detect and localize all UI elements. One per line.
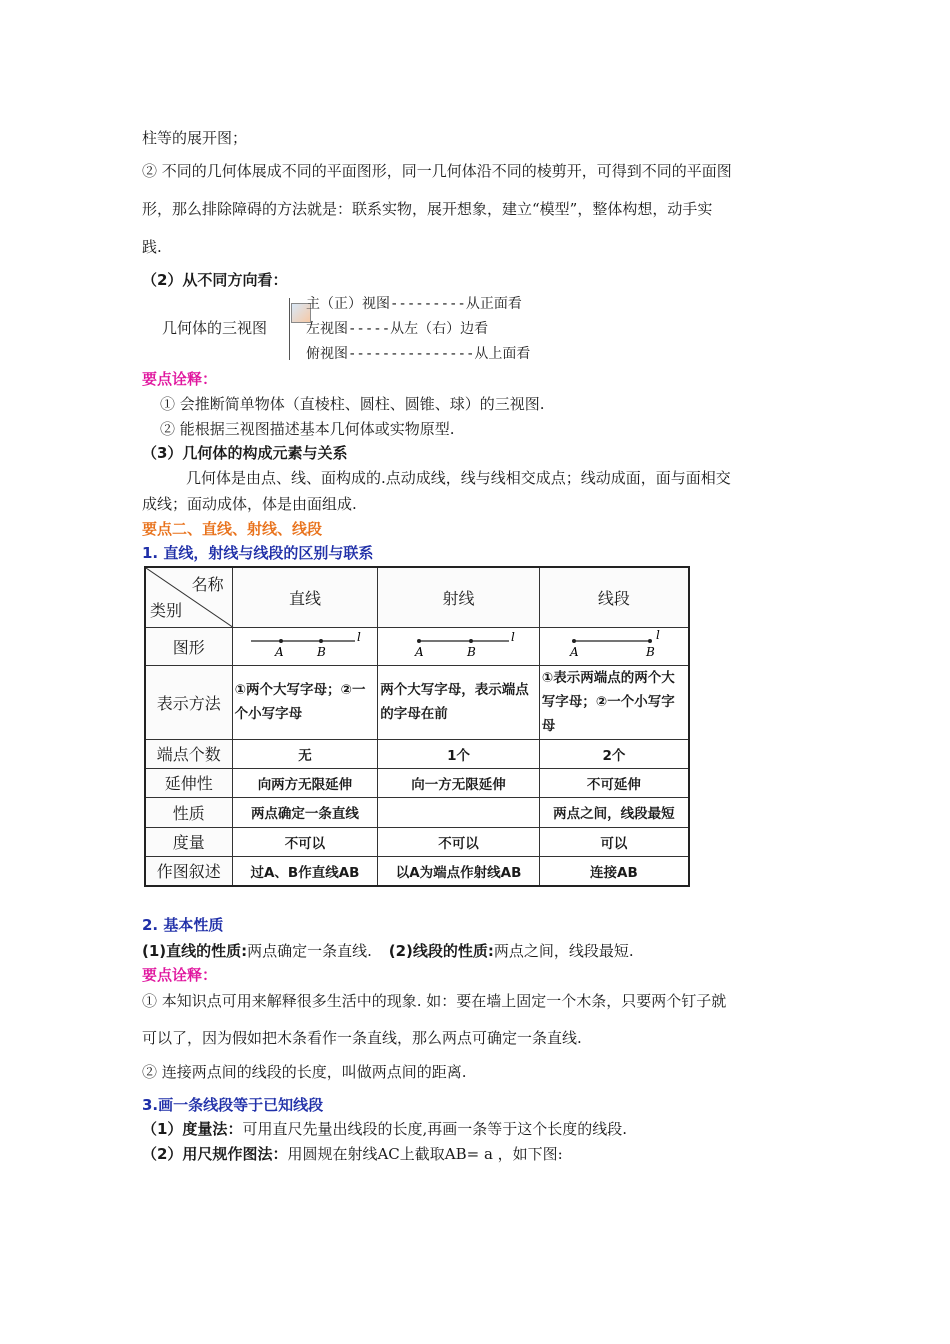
label-b: B [316, 645, 326, 659]
label-l: l [510, 630, 515, 644]
point-a [417, 639, 421, 643]
table-cell: 过A、B作直线AB [232, 856, 378, 886]
point-b [469, 639, 473, 643]
row-label: 作图叙述 [145, 856, 232, 886]
text-line: 形，那么排除障碍的方法就是：联系实物，展开想象，建立“模型”，整体构想，动手实 [142, 200, 713, 218]
left-view-text: 左视图-----从左（右）边看 [306, 321, 489, 337]
table-cell: 不可延伸 [539, 768, 689, 797]
segment-figure [539, 627, 689, 665]
table-cell: ①两个大写字母；②一个小写字母 [232, 665, 378, 739]
note-title: 要点诠释： [142, 966, 218, 984]
top-view-text: 俯视图---------------从上面看 [306, 346, 531, 362]
property-a-label: (1)直线的性质: [142, 942, 248, 960]
point-a [279, 639, 283, 643]
table-cell: 两点确定一条直线 [232, 797, 378, 827]
row-label: 性质 [145, 797, 232, 827]
point-heading: 要点二、直线、射线、线段 [142, 520, 323, 538]
ray-figure [378, 627, 540, 665]
label-a: A [569, 645, 579, 659]
text-line: 践. [142, 238, 162, 256]
corner-cell [145, 567, 232, 627]
line-figure [232, 627, 378, 665]
row-label: 图形 [145, 627, 232, 665]
note-item: ① 会推断简单物体（直棱柱、圆柱、圆锥、球）的三视图. [160, 395, 545, 413]
table-cell: 无 [232, 739, 378, 768]
paragraph-line: 成线；面动成体，体是由面组成. [142, 495, 357, 513]
text-line: ② 不同的几何体展成不同的平面图形，同一几何体沿不同的棱剪开，可得到不同的平面图 [142, 162, 732, 180]
comparison-table [144, 566, 690, 887]
method-2-text: 用圆规在射线AC上截取AB= a ，如下图: [287, 1145, 563, 1163]
note-item: ① 本知识点可用来解释很多生活中的现象. 如：要在墙上固定一个木条，只要两个钉子就 [142, 992, 727, 1010]
row-label: 端点个数 [145, 739, 232, 768]
note-item: 可以了，因为假如把木条看作一条直线，那么两点可确定一条直线. [142, 1029, 582, 1047]
table-cell: 不可以 [378, 827, 540, 856]
ray-figure-svg [399, 629, 519, 659]
corner-top-label: 名称 [191, 575, 224, 594]
note-title: 要点诠释： [142, 370, 218, 388]
label-b: B [466, 645, 476, 659]
corner-bottom-label: 类别 [150, 601, 183, 620]
heading-3: 3.画一条线段等于已知线段 [142, 1096, 324, 1114]
table-cell: 2个 [539, 739, 689, 768]
table-cell: 以A为端点作射线AB [378, 856, 540, 886]
point-b [319, 639, 323, 643]
table-cell: 可以 [539, 827, 689, 856]
row-label: 度量 [145, 827, 232, 856]
paragraph-line: 几何体是由点、线、面构成的.点动成线，线与线相交成点；线动成面，面与面相交 [186, 469, 731, 487]
label-l: l [356, 630, 361, 644]
views-label: 几何体的三视图 [162, 319, 268, 337]
text-line: 柱等的展开图； [142, 129, 248, 147]
point-a [572, 639, 576, 643]
heading-1: 1. 直线，射线与线段的区别与联系 [142, 544, 374, 562]
point-b [648, 639, 652, 643]
table-cell: 向一方无限延伸 [378, 768, 540, 797]
views-heading: （2）从不同方向看： [142, 271, 288, 289]
note-item: ② 能根据三视图描述基本几何体或实物原型. [160, 420, 455, 438]
segment-figure-svg [554, 629, 674, 659]
col-header: 射线 [378, 567, 540, 627]
table-cell [378, 797, 540, 827]
table-cell: 向两方无限延伸 [232, 768, 378, 797]
table-cell: 两点之间，线段最短 [539, 797, 689, 827]
method-1-text: 可用直尺先量出线段的长度,再画一条等于这个长度的线段. [242, 1120, 627, 1138]
row-label: 表示方法 [145, 665, 232, 739]
front-view-text: 主（正）视图---------从正面看 [306, 296, 522, 312]
property-b-text: 两点之间，线段最短. [493, 942, 634, 960]
label-l: l [655, 629, 660, 642]
row-label: 延伸性 [145, 768, 232, 797]
section-heading: （3）几何体的构成元素与关系 [142, 444, 348, 462]
table-cell: 连接AB [539, 856, 689, 886]
line-figure-svg [245, 629, 365, 659]
note-item: ② 连接两点间的线段的长度，叫做两点间的距离. [142, 1063, 467, 1081]
property-a-text: 两点确定一条直线. [247, 942, 372, 960]
property-b-label: (2)线段的性质: [388, 942, 494, 960]
method-2-label: （2）用尺规作图法： [142, 1145, 288, 1163]
label-b: B [645, 645, 655, 659]
property-line [142, 942, 634, 960]
col-header: 直线 [232, 567, 378, 627]
table-cell: 1个 [378, 739, 540, 768]
table-cell: 两个大写字母，表示端点的字母在前 [378, 665, 540, 739]
method-line [142, 1145, 563, 1163]
heading-2: 2. 基本性质 [142, 916, 224, 934]
table-cell: 不可以 [232, 827, 378, 856]
table-cell: ①表示两端点的两个大写字母；②一个小写字母 [539, 665, 689, 739]
col-header: 线段 [539, 567, 689, 627]
label-a: A [414, 645, 424, 659]
method-line [142, 1120, 627, 1138]
method-1-label: （1）度量法： [142, 1120, 243, 1138]
label-a: A [274, 645, 284, 659]
